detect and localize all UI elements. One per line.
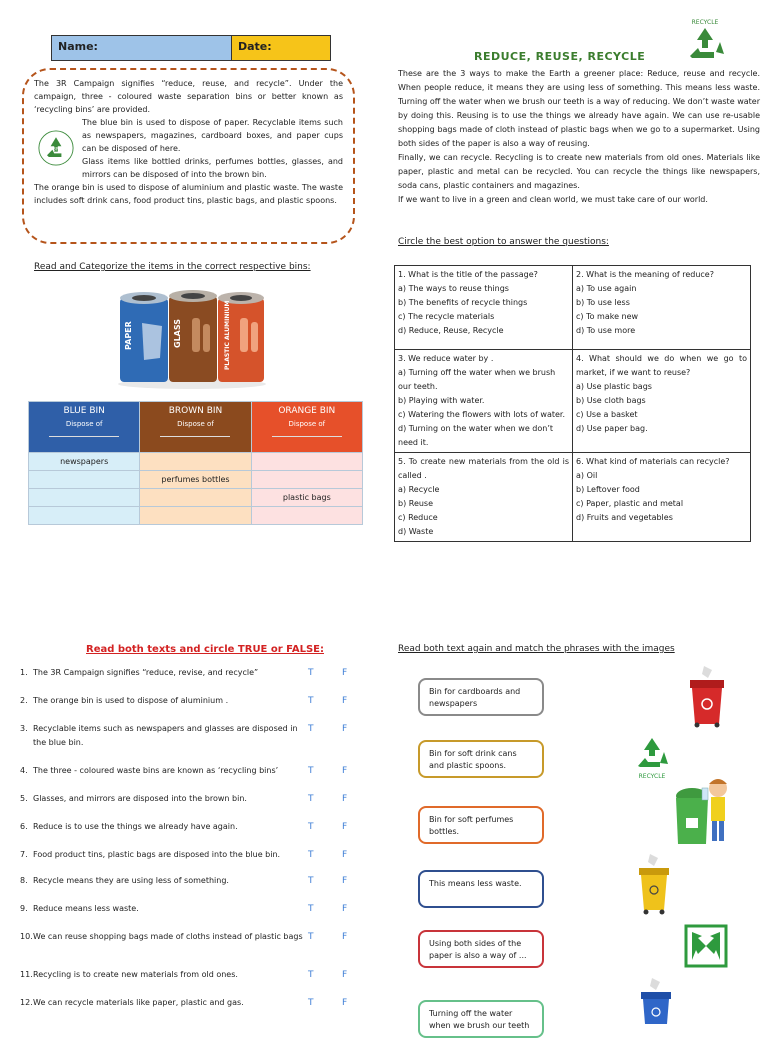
true-option[interactable]: T — [308, 696, 314, 706]
match-phrase-box[interactable]: Bin for cardboards and newspapers — [418, 678, 544, 716]
brown-bin-header — [140, 402, 251, 453]
questions-grid — [394, 265, 751, 542]
orange-bin-header — [251, 402, 362, 453]
option[interactable]: a) To use again — [576, 284, 637, 293]
statement-text: Reduce is to use the things we already have again. — [33, 822, 238, 831]
svg-text:3R: 3R — [53, 147, 59, 153]
question-4 — [573, 350, 751, 453]
question-text: 3. We reduce water by . — [398, 354, 494, 363]
false-option[interactable]: F — [342, 970, 348, 980]
statement-text: Reduce means less waste. — [33, 904, 139, 913]
bin-label-plastic-aluminium: PLASTIC ALUMINIUM — [224, 300, 231, 370]
option[interactable]: a) Use plastic bags — [576, 382, 652, 391]
true-option[interactable]: T — [308, 970, 314, 980]
false-option[interactable]: F — [342, 724, 348, 734]
true-option[interactable]: T — [308, 850, 314, 860]
false-option[interactable]: F — [342, 696, 348, 706]
table-cell[interactable] — [251, 471, 362, 489]
item-number: 2. — [20, 696, 28, 705]
true-option[interactable]: T — [308, 668, 314, 678]
item-number: 1. — [20, 668, 28, 677]
false-option[interactable]: F — [342, 822, 348, 832]
recycle-badge-icon — [680, 16, 730, 62]
match-phrase-box[interactable]: This means less waste. — [418, 870, 544, 908]
recycling-bins-image — [116, 288, 268, 390]
false-option[interactable]: F — [342, 904, 348, 914]
table-cell[interactable] — [251, 507, 362, 525]
option[interactable]: d) Fruits and vegetables — [576, 513, 673, 522]
option[interactable]: a) Recycle — [398, 485, 440, 494]
item-number: 12. — [20, 998, 33, 1007]
table-cell[interactable] — [29, 507, 140, 525]
intro-text-box — [22, 68, 355, 244]
name-field[interactable]: Name: — [52, 36, 232, 60]
option[interactable]: b) Reuse — [398, 499, 434, 508]
questions-title: Circle the best option to answer the questions: — [398, 237, 609, 247]
statement-text: Recycling is to create new materials from old ones. — [33, 970, 238, 979]
true-option[interactable]: T — [308, 876, 314, 886]
brown-bin-name: BROWN BIN — [168, 406, 223, 416]
match-phrase-box[interactable]: Using both sides of the paper is also a way of ... — [418, 930, 544, 968]
true-option[interactable]: T — [308, 932, 314, 942]
option[interactable]: c) Watering the flowers with lots of water. — [398, 410, 566, 419]
question-6 — [573, 453, 751, 542]
item-number: 8. — [20, 876, 28, 885]
statement-text: The 3R Campaign signifies “reduce, revise, and recycle” — [33, 668, 259, 677]
yellow-bin-image[interactable] — [636, 852, 672, 916]
red-bin-image[interactable] — [686, 664, 728, 728]
table-row — [29, 471, 363, 489]
date-field[interactable]: Date: — [232, 36, 330, 60]
recycle-symbol-image[interactable] — [632, 736, 672, 780]
reduce-arrows-symbol-image[interactable] — [684, 924, 728, 968]
recycle-logo-icon — [38, 130, 74, 166]
orange-bin-blank[interactable] — [272, 430, 342, 437]
match-phrase-box[interactable]: Turning off the water when we brush our teeth — [418, 1000, 544, 1038]
blue-bin-blank[interactable] — [49, 430, 119, 437]
true-option[interactable]: T — [308, 766, 314, 776]
true-false-title: Read both texts and circle TRUE or FALSE: — [86, 644, 324, 655]
brown-bin-sub: Dispose of — [177, 420, 214, 428]
statement-text: The three - coloured waste bins are known as ‘recycling bins’ — [33, 766, 279, 775]
table-cell[interactable] — [29, 489, 140, 507]
true-option[interactable]: T — [308, 998, 314, 1008]
false-option[interactable]: F — [342, 766, 348, 776]
question-2 — [573, 266, 751, 350]
categorize-table — [28, 401, 363, 525]
bin-label-glass: GLASS — [173, 318, 182, 348]
recycle-image-label: RECYCLE — [638, 773, 666, 780]
table-cell[interactable] — [251, 453, 362, 471]
passage-paragraph-1: These are the 3 ways to make the Earth a greener place: Reduce, reuse and recycle. When people reduce, it means they are using less of something. This means less waste. Turning off the water when we brush our teeth is a way of reducing. We don’t waste water by doing this. Reusing is to use the things we already have again. We can use re-usable shopping bags made of cloth instead of plastic bags when we go to a supermarket. Using both sides of the paper is also a way of reusing. — [398, 69, 760, 148]
true-option[interactable]: T — [308, 904, 314, 914]
statement-text: Recycle means they are using less of something. — [33, 876, 229, 885]
option[interactable]: d) Waste — [398, 527, 434, 536]
recycle-badge-label: RECYCLE — [691, 19, 719, 26]
match-phrase-box[interactable]: Bin for soft drink cans and plastic spoons. — [418, 740, 544, 778]
table-cell[interactable] — [140, 453, 251, 471]
true-option[interactable]: T — [308, 794, 314, 804]
item-number: 5. — [20, 794, 28, 803]
item-number: 9. — [20, 904, 28, 913]
option[interactable]: d) Turning on the water when we don’t need it. — [398, 424, 554, 447]
passage-paragraph-2: Finally, we can recycle. Recycling is to create new materials from old ones. Materials like paper, plastic and metal can be recycled. You can recycle the things like newspapers, soda cans, plastic containers and magazines. — [398, 153, 760, 190]
intro-paragraph-3: Glass items like bottled drinks, perfumes bottles, glasses, and mirrors can be disposed of into the brown bin. — [82, 157, 343, 179]
orange-bin-name: ORANGE BIN — [278, 406, 336, 416]
option[interactable]: d) To use more — [576, 326, 636, 335]
option[interactable]: a) Oil — [576, 471, 598, 480]
option[interactable]: b) Playing with water. — [398, 396, 485, 405]
intro-paragraph-2: The blue bin is used to dispose of paper. Recyclable items such as newspapers, magazines, cardboard boxes, and paper cups can be disposed of here. — [82, 118, 343, 153]
statement-text: We can recycle materials like paper, plastic and gas. — [33, 998, 244, 1007]
option[interactable]: b) Use cloth bags — [576, 396, 646, 405]
passage-title: REDUCE, REUSE, RECYCLE — [474, 50, 646, 63]
item-number: 7. — [20, 850, 28, 859]
question-text: 6. What kind of materials can recycle? — [576, 457, 730, 466]
option[interactable]: a) The ways to reuse things — [398, 284, 509, 293]
option[interactable]: c) Use a basket — [576, 410, 638, 419]
table-cell[interactable]: plastic bags — [251, 489, 362, 507]
orange-bin-sub: Dispose of — [288, 420, 326, 428]
intro-paragraph-1: The 3R Campaign signifies “reduce, reuse, and recycle”. Under the campaign, three - coloured waste separation bins or better known as ‘recycling bins’ are provided. — [34, 79, 343, 114]
match-phrase-box[interactable]: Bin for soft perfumes bottles. — [418, 806, 544, 844]
false-option[interactable]: F — [342, 998, 348, 1008]
table-cell[interactable]: newspapers — [29, 453, 140, 471]
blue-bin-image[interactable] — [638, 976, 674, 1024]
option[interactable]: d) Reduce, Reuse, Recycle — [398, 326, 504, 335]
blue-bin-sub: Dispose of — [65, 420, 103, 428]
question-text: 4. What should we do when we go to market, if we want to reuse? — [576, 354, 747, 377]
option[interactable]: d) Use paper bag. — [576, 424, 648, 433]
statement-text: We can reuse shopping bags made of cloths instead of plastic bags — [33, 932, 303, 941]
question-text: 1. What is the title of the passage? — [398, 270, 538, 279]
statement-text: Recyclable items such as newspapers and glasses are disposed in the blue bin. — [33, 724, 298, 747]
option[interactable]: c) To make new — [576, 312, 639, 321]
blue-bin-name: BLUE BIN — [63, 406, 105, 416]
statement-text: Food product tins, plastic bags are disposed into the blue bin. — [33, 850, 281, 859]
table-cell[interactable] — [29, 471, 140, 489]
passage-text — [398, 67, 760, 207]
brown-bin-blank[interactable] — [160, 430, 230, 437]
option[interactable]: b) To use less — [576, 298, 630, 307]
passage-paragraph-3: If we want to live in a green and clean world, we must take care of our world. — [398, 195, 708, 204]
question-5 — [395, 453, 573, 542]
blue-bin-header — [29, 402, 140, 453]
match-title: Read both text again and match the phrases with the images — [398, 644, 675, 654]
table-cell[interactable] — [140, 489, 251, 507]
option[interactable]: c) The recycle materials — [398, 312, 495, 321]
question-text: 2. What is the meaning of reduce? — [576, 270, 714, 279]
item-number: 4. — [20, 766, 28, 775]
option[interactable]: a) Turning off the water when we brush our teeth. — [398, 368, 556, 391]
false-option[interactable]: F — [342, 932, 348, 942]
false-option[interactable]: F — [342, 850, 348, 860]
table-row — [29, 507, 363, 525]
question-1 — [395, 266, 573, 350]
boy-recycling-bottle-image[interactable] — [672, 774, 732, 848]
option[interactable]: c) Reduce — [398, 513, 438, 522]
table-cell[interactable]: perfumes bottles — [140, 471, 251, 489]
true-option[interactable]: T — [308, 822, 314, 832]
item-number: 10. — [20, 932, 33, 941]
false-option[interactable]: F — [342, 668, 348, 678]
statement-text: The orange bin is used to dispose of aluminium . — [33, 696, 229, 705]
false-option[interactable]: F — [342, 794, 348, 804]
table-cell[interactable] — [140, 507, 251, 525]
table-row — [29, 453, 363, 471]
statement-text: Glasses, and mirrors are disposed into the brown bin. — [33, 794, 247, 803]
question-text: 5. To create new materials from the old is called . — [398, 457, 569, 480]
item-number: 6. — [20, 822, 28, 831]
item-number: 3. — [20, 724, 28, 733]
item-number: 11. — [20, 970, 33, 979]
question-3 — [395, 350, 573, 453]
bin-label-paper: PAPER — [124, 321, 133, 350]
intro-paragraph-4: The orange bin is used to dispose of aluminium and plastic waste. The waste includes soft drink cans, food product tins, plastic bags, and plastic spoons. — [34, 183, 343, 205]
option[interactable]: c) Paper, plastic and metal — [576, 499, 684, 508]
table-row — [29, 489, 363, 507]
option[interactable]: b) Leftover food — [576, 485, 640, 494]
false-option[interactable]: F — [342, 876, 348, 886]
option[interactable]: b) The benefits of recycle things — [398, 298, 528, 307]
name-date-bar — [51, 35, 331, 61]
true-option[interactable]: T — [308, 724, 314, 734]
categorize-title: Read and Categorize the items in the correct respective bins: — [34, 262, 311, 272]
